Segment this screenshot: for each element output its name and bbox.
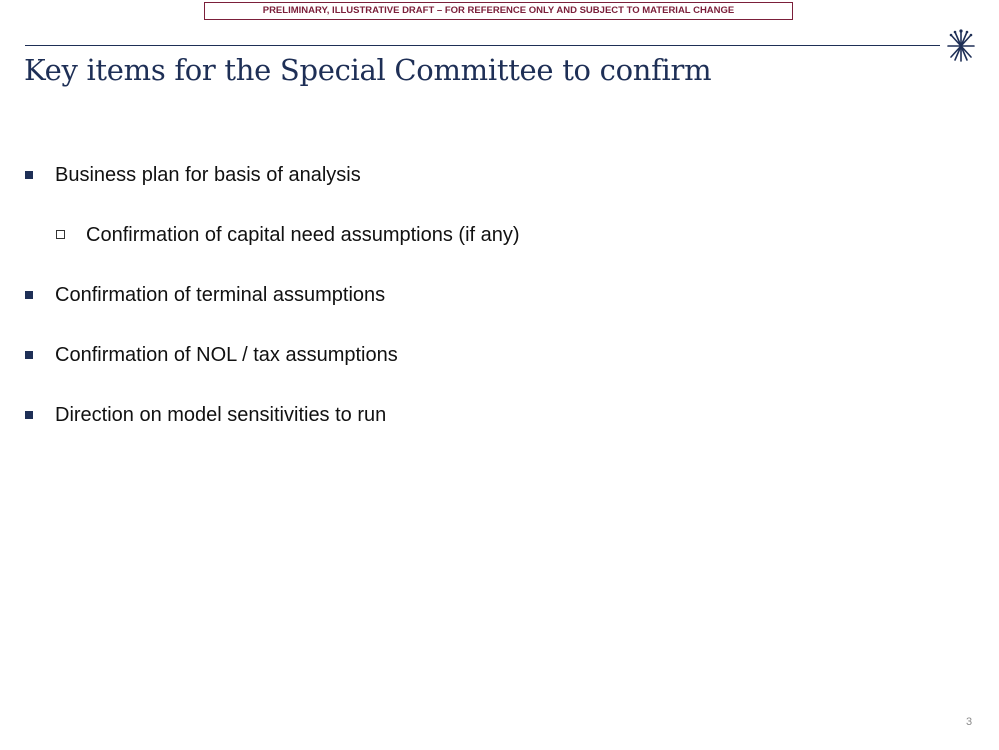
draft-disclaimer-banner: PRELIMINARY, ILLUSTRATIVE DRAFT – FOR REFERENCE ONLY AND SUBJECT TO MATERIAL CHANGE — [204, 2, 793, 20]
filled-square-bullet-icon — [25, 411, 33, 419]
bullet-text: Confirmation of terminal assumptions — [55, 284, 386, 306]
page-number: 3 — [966, 716, 973, 728]
filled-square-bullet-icon — [25, 351, 33, 359]
filled-square-bullet-icon — [25, 291, 33, 299]
bullet-text: Confirmation of NOL / tax assumptions — [55, 344, 398, 366]
bullet-text: Business plan for basis of analysis — [55, 164, 361, 186]
bullet-text: Direction on model sensitivities to run — [55, 404, 387, 426]
starburst-logo-icon — [944, 28, 978, 64]
sub-bullet-text: Confirmation of capital need assumptions (if any) — [86, 224, 520, 246]
open-square-bullet-icon — [56, 230, 65, 239]
page-title: Key items for the Special Committee to confirm — [24, 53, 712, 87]
header-rule — [25, 45, 940, 46]
filled-square-bullet-icon — [25, 171, 33, 179]
